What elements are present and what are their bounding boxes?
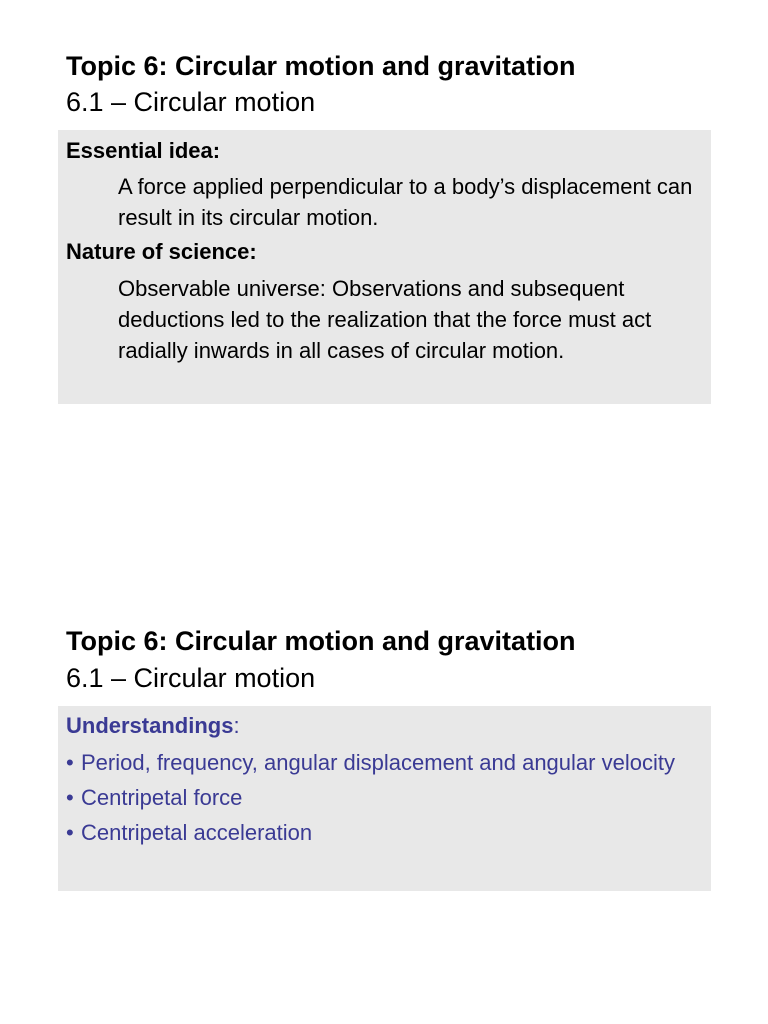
slide-understandings — [0, 576, 768, 1024]
essential-idea-panel — [58, 130, 711, 404]
understandings-heading — [66, 713, 240, 739]
slide-subtitle: 6.1 – Circular motion — [66, 87, 316, 117]
slide-title: Topic 6: Circular motion and gravitation — [66, 626, 576, 656]
list-item — [66, 782, 706, 813]
understandings-list — [66, 747, 706, 852]
list-item-text: Centripetal acceleration — [81, 820, 313, 845]
understandings-heading-text: Understandings — [66, 713, 234, 738]
nature-of-science-heading: Nature of science: — [66, 239, 257, 264]
essential-idea-text: A force applied perpendicular to a body’s displacement can result in its circular motion. — [118, 174, 693, 230]
nature-of-science-text: Observable universe: Observations and subsequent deductions led to the realization that the force must act radially inwards in all cases of circular motion. — [118, 276, 652, 363]
slide-subtitle: 6.1 – Circular motion — [66, 663, 316, 693]
understandings-panel — [58, 706, 711, 891]
essential-idea-heading: Essential idea: — [66, 138, 221, 163]
bullet-icon: • — [66, 820, 74, 845]
bullet-icon: • — [66, 750, 74, 775]
list-item-text: Period, frequency, angular displacement and angular velocity — [81, 750, 675, 775]
slide-title: Topic 6: Circular motion and gravitation — [66, 51, 576, 81]
list-item-text: Centripetal force — [81, 785, 243, 810]
list-item — [66, 747, 706, 778]
list-item — [66, 817, 706, 848]
bullet-icon: • — [66, 785, 74, 810]
understandings-heading-colon: : — [233, 713, 240, 738]
